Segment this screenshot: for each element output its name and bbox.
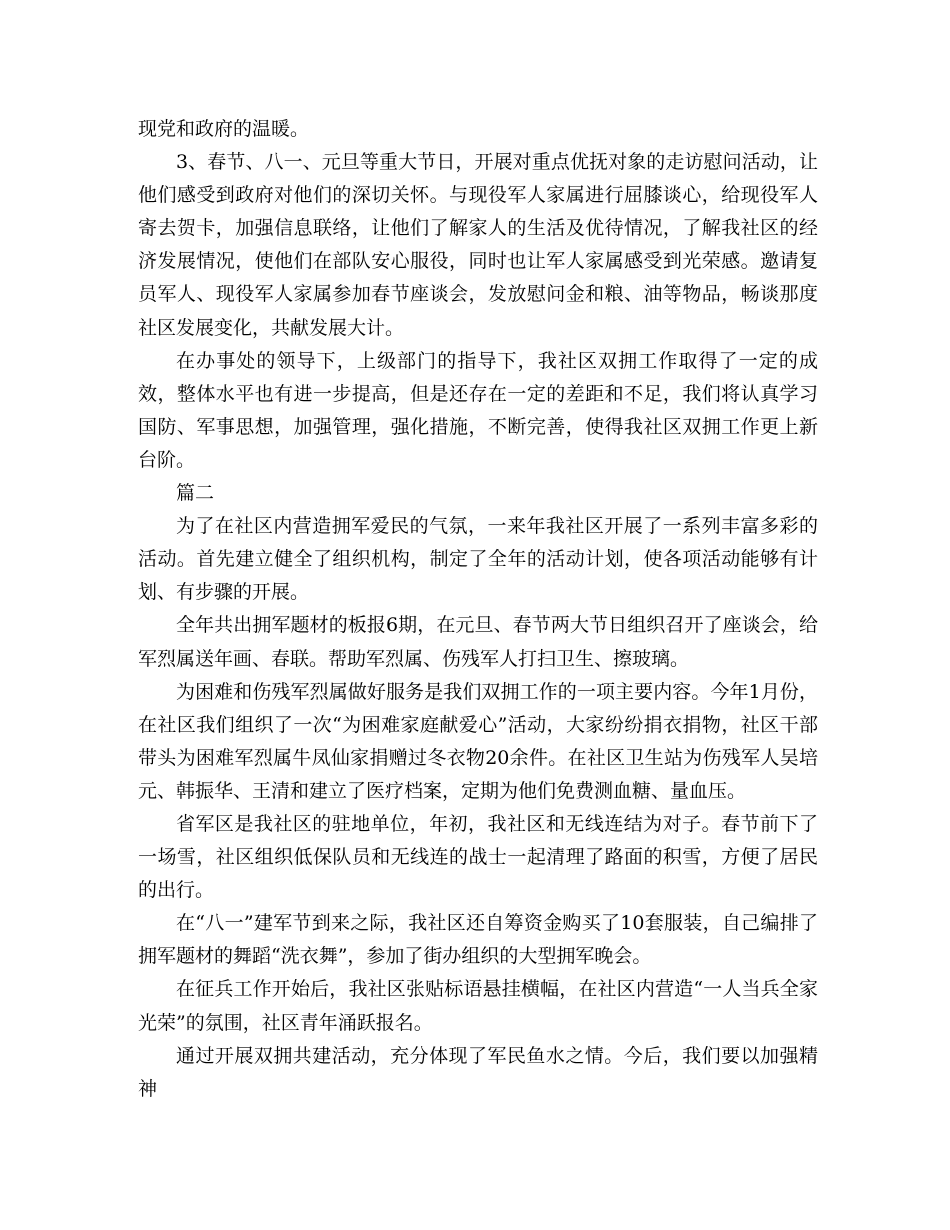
paragraph-11: 通过开展双拥共建活动，充分体现了军民鱼水之情。今后，我们要以加强精神 bbox=[138, 1044, 818, 1100]
paragraph-3: 在办事处的领导下，上级部门的指导下，我社区双拥工作取得了一定的成效，整体水平也有进一步提高，但是还存在一定的差距和不足，我们将认真学习国防、军事思想，加强管理，强化措施，不断完善，使得我社区双拥工作更上新台阶。 bbox=[138, 349, 818, 471]
paragraph-2: 3、春节、八一、元旦等重大节日，开展对重点优抚对象的走访慰问活动，让他们感受到政府对他们的深切关怀。与现役军人家属进行屈膝谈心，给现役军人寄去贺卡，加强信息联络，让他们了解家人的生活及优待情况，了解我社区的经济发展情况，使他们在部队安心服役，同时也让军人家属感受到光荣感。邀请复员军人、现役军人家属参加春节座谈会，发放慰问金和粮、油等物品，畅谈那度社区发展变化，共献发展大计。 bbox=[138, 151, 818, 339]
document-body bbox=[138, 113, 818, 1106]
paragraph-9: 在“八一”建军节到来之际，我社区还自筹资金购买了10套服装，自己编排了拥军题材的舞蹈“洗衣舞”，参加了街办组织的大型拥军晚会。 bbox=[138, 912, 818, 968]
paragraph-10: 在征兵工作开始后，我社区张贴标语悬挂横幅，在社区内营造“一人当兵全家光荣”的氛围，社区青年涌跃报名。 bbox=[138, 978, 818, 1034]
paragraph-1: 现党和政府的温暖。 bbox=[138, 118, 310, 140]
paragraph-7: 为困难和伤残军烈属做好服务是我们双拥工作的一项主要内容。今年1月份，在社区我们组织了一次“为困难家庭献爱心”活动，大家纷纷捐衣捐物，社区干部带头为困难军烈属牛凤仙家捐赠过冬衣物20余件。在社区卫生站为伤残军人吴培元、韩振华、王清和建立了医疗档案，定期为他们免费测血糖、量血压。 bbox=[138, 680, 818, 802]
paragraph-5: 为了在社区内营造拥军爱民的气氛，一来年我社区开展了一系列丰富多彩的活动。首先建立健全了组织机构，制定了全年的活动计划，使各项活动能够有计划、有步骤的开展。 bbox=[138, 515, 818, 604]
paragraph-6: 全年共出拥军题材的板报6期，在元旦、春节两大节日组织召开了座谈会，给军烈属送年画、春联。帮助军烈属、伤残军人打扫卫生、擦玻璃。 bbox=[138, 614, 818, 670]
section-heading: 篇二 bbox=[176, 482, 215, 505]
paragraph-8: 省军区是我社区的驻地单位，年初，我社区和无线连结为对子。春节前下了一场雪，社区组织低保队员和无线连的战士一起清理了路面的积雪，方便了居民的出行。 bbox=[138, 812, 818, 902]
